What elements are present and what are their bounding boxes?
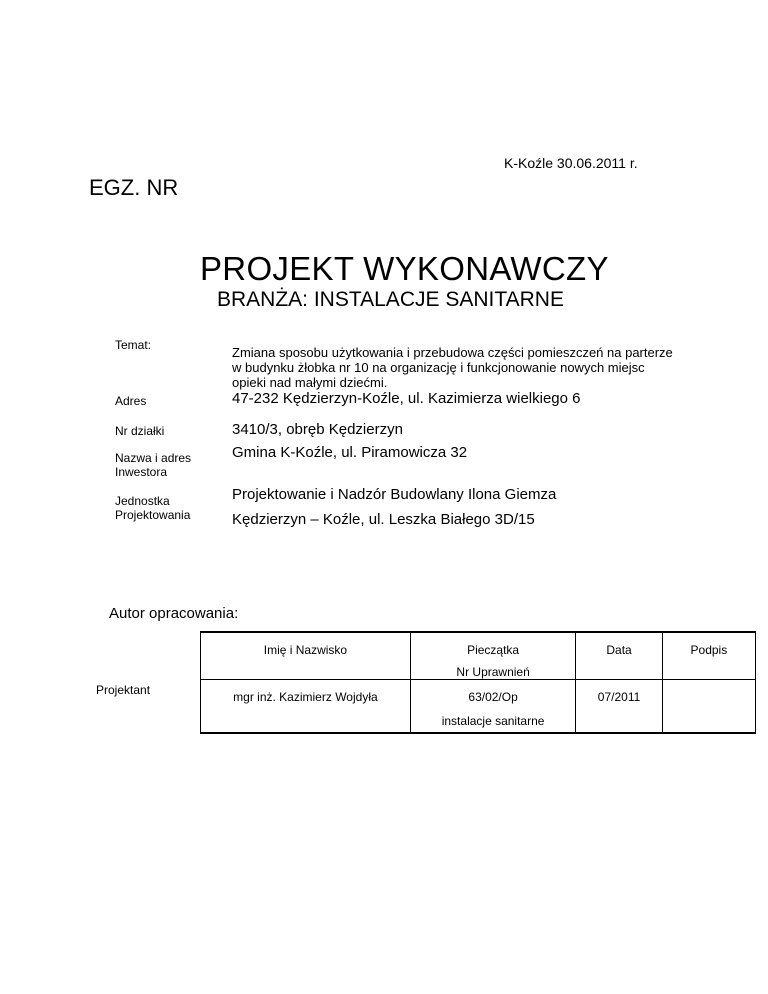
topic-line: Zmiana sposobu użytkowania i przebudowa części pomieszczeń na parterze bbox=[232, 345, 673, 360]
design-unit-label-line: Projektowania bbox=[115, 508, 191, 522]
design-unit-label bbox=[115, 494, 190, 522]
topic-text bbox=[232, 345, 673, 390]
investor-label bbox=[115, 451, 191, 479]
signature-cell bbox=[662, 680, 755, 734]
column-header-date-text: Data bbox=[606, 643, 632, 657]
license-cell bbox=[410, 680, 576, 734]
design-unit-address: Kędzierzyn – Koźle, ul. Leszka Białego 3D/15 bbox=[232, 511, 535, 528]
topic-label: Temat: bbox=[115, 338, 152, 352]
license-scope: instalacje sanitarne bbox=[441, 714, 545, 728]
column-header-name-text: Imię i Nazwisko bbox=[263, 643, 348, 657]
address-value: 47-232 Kędzierzyn-Koźle, ul. Kazimierza wielkiego 6 bbox=[232, 390, 581, 407]
topic-line: opieki nad małymi dziećmi. bbox=[232, 375, 388, 390]
column-header-stamp bbox=[410, 632, 576, 680]
investor-value: Gmina K-Koźle, ul. Piramowicza 32 bbox=[232, 444, 468, 461]
table-header-row bbox=[201, 632, 756, 680]
designer-signature bbox=[663, 680, 755, 690]
address-label: Adres bbox=[115, 394, 147, 408]
designer-name-cell bbox=[201, 680, 411, 734]
plot-label: Nr działki bbox=[115, 424, 165, 438]
table-row bbox=[201, 680, 756, 734]
designer-name: mgr inż. Kazimierz Wojdyła bbox=[233, 690, 378, 704]
designer-date: 07/2011 bbox=[597, 690, 641, 704]
column-header-date bbox=[576, 632, 662, 680]
topic-line: w budynku żłobka nr 10 na organizację i funkcjonowanie nowych miejsc bbox=[232, 360, 645, 375]
author-signature-table bbox=[200, 631, 756, 734]
design-unit-name: Projektowanie i Nadzór Budowlany Ilona Giemza bbox=[232, 486, 557, 503]
design-unit-label-line: Jednostka bbox=[115, 494, 170, 508]
column-header-stamp-text: Pieczątka bbox=[467, 643, 520, 657]
designer-role-label: Projektant bbox=[96, 683, 151, 697]
document-subtitle: BRANŻA: INSTALACJE SANITARNE bbox=[217, 288, 564, 311]
column-header-signature-text: Podpis bbox=[690, 643, 728, 657]
copy-number-label: EGZ. NR bbox=[89, 175, 179, 200]
investor-label-line: Inwestora bbox=[115, 465, 168, 479]
document-title: PROJEKT WYKONAWCZY bbox=[200, 250, 609, 287]
column-header-name bbox=[201, 632, 411, 680]
investor-label-line: Nazwa i adres bbox=[115, 451, 192, 465]
license-number: 63/02/Op bbox=[468, 690, 518, 704]
date-cell bbox=[576, 680, 662, 734]
document-date: K-Koźle 30.06.2011 r. bbox=[504, 155, 638, 171]
plot-value: 3410/3, obręb Kędzierzyn bbox=[232, 421, 403, 438]
column-header-signature bbox=[662, 632, 755, 680]
author-section-label: Autor opracowania: bbox=[109, 605, 239, 622]
column-header-license-text: Nr Uprawnień bbox=[456, 665, 530, 679]
